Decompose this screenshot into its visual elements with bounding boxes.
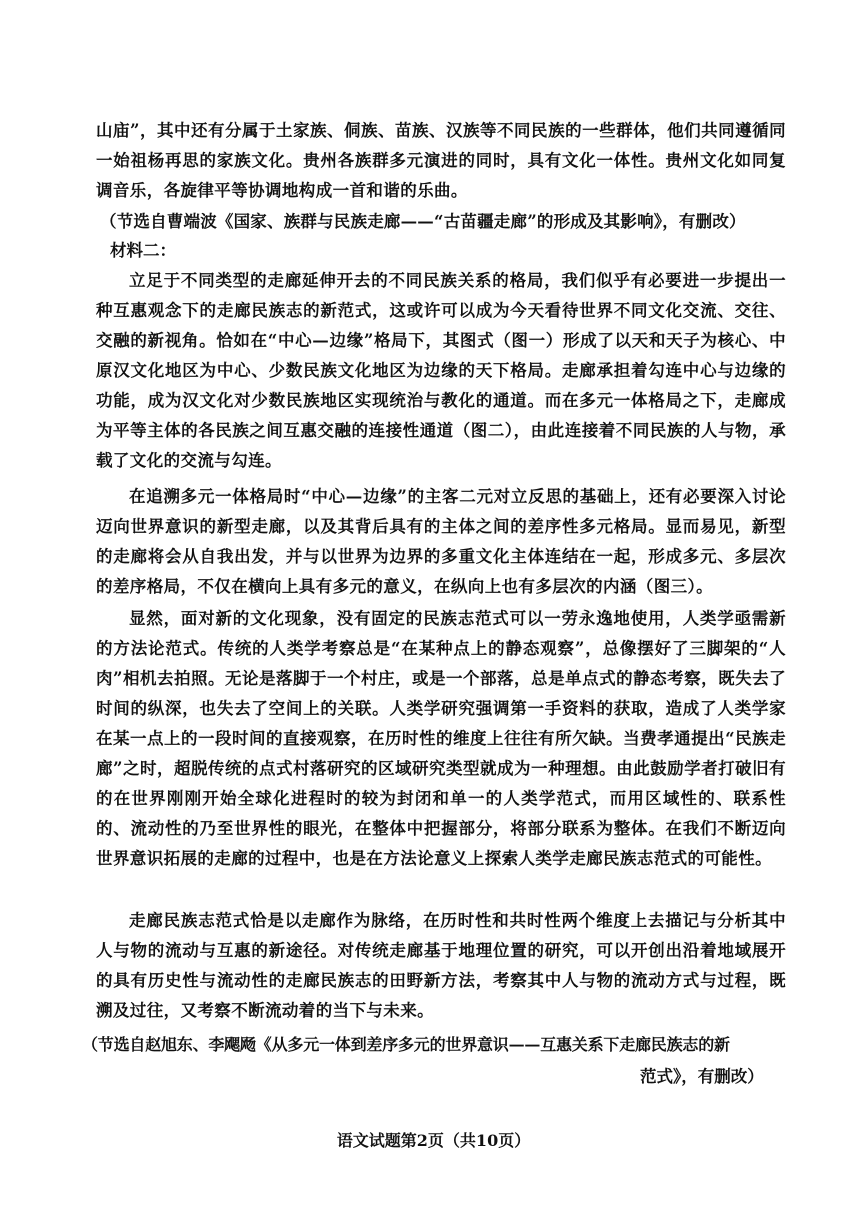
material2-paragraph-3: 显然，面对新的文化现象，没有固定的民族志范式可以一劳永逸地使用，人类学亟需新的方法论范式。传统的人类学考察总是“在某种点上的静态观察”，总像摆好了三脚架的“人肉”相机去拍照。无论是落脚于一个村庄，或是一个部落，总是单点式的静态考察，既失去了时间的纵深，也失去了空间上的关联。人类学研究强调第一手资料的获取，造成了人类学家在某一点上的一段时间的直接观察，在历时性的维度上往往有所欠缺。当费孝通提出“民族走廊”之时，超脱传统的点式村落研究的区域研究类型就成为一种理想。由此鼓励学者打破旧有的在世界刚刚开始全球化进程时的较为封闭和单一的人类学范式，而用区域性的、联系性的、流动性的乃至世界性的眼光，在整体中把握部分，将部分联系为整体。在我们不断迈向世界意识拓展的走廊的过程中，也是在方法论意义上探索人类学走廊民族志范式的可能性。 — [96, 609, 786, 868]
material2-source-citation-line1: （节选自赵旭东、李飔飏《从多元一体到差序多元的世界意识——互惠关系下走廊民族志的新 — [82, 1035, 730, 1054]
material1-source-citation: （节选自曹端波《国家、族群与民族走廊——“古苗疆走廊”的形成及其影响》，有删改） — [100, 212, 746, 231]
material1-tail-paragraph: 山庙”，其中还有分属于土家族、侗族、苗族、汉族等不同民族的一些群体，他们共同遵循同一始祖杨再思的家族文化。贵州各族群多元演进的同时，具有文化一体性。贵州文化如同复调音乐，各旋律平等协调地构成一首和谐的乐曲。 — [96, 121, 786, 200]
page-footer: 语文试题第2页（共10页） — [336, 1131, 531, 1150]
material2-paragraph-2: 在追溯多元一体格局时“中心—边缘”的主客二元对立反思的基础上，还有必要深入讨论迈向世界意识的新型走廊，以及其背后具有的主体之间的差序性多元格局。显而易见，新型的走廊将会从自我出发，并与以世界为边界的多重文化主体连结在一起，形成多元、多层次的差序格局，不仅在横向上具有多元的意义，在纵向上也有多层次的内涵（图三）。 — [96, 487, 786, 596]
material2-paragraph-4: 走廊民族志范式恰是以走廊作为脉络，在历时性和共时性两个维度上去描记与分析其中人与物的流动与互惠的新途径。对传统走廊基于地理位置的研究，可以开创出沿着地域展开的具有历史性与流动性的走廊民族志的田野新方法，考察其中人与物的流动方式与过程，既溯及过往，又考察不断流动着的当下与未来。 — [96, 911, 786, 1020]
material2-source-citation-line2: 范式》，有删改） — [640, 1067, 764, 1086]
material2-paragraph-1: 立足于不同类型的走廊延伸开去的不同民族关系的格局，我们似乎有必要进一步提出一种互惠观念下的走廊民族志的新范式，这或许可以成为今天看待世界不同文化交流、交往、交融的新视角。恰如在“中心—边缘”格局下，其图式（图一）形成了以天和天子为核心、中原汉文化地区为中心、少数民族文化地区为边缘的天下格局。走廊承担着勾连中心与边缘的功能，成为汉文化对少数民族地区实现统治与教化的通道。而在多元一体格局之下，走廊成为平等主体的各民族之间互惠交融的连接性通道（图二），由此连接着不同民族的人与物，承载了文化的交流与勾连。 — [96, 271, 786, 470]
material2-label: 材料二： — [110, 241, 176, 260]
